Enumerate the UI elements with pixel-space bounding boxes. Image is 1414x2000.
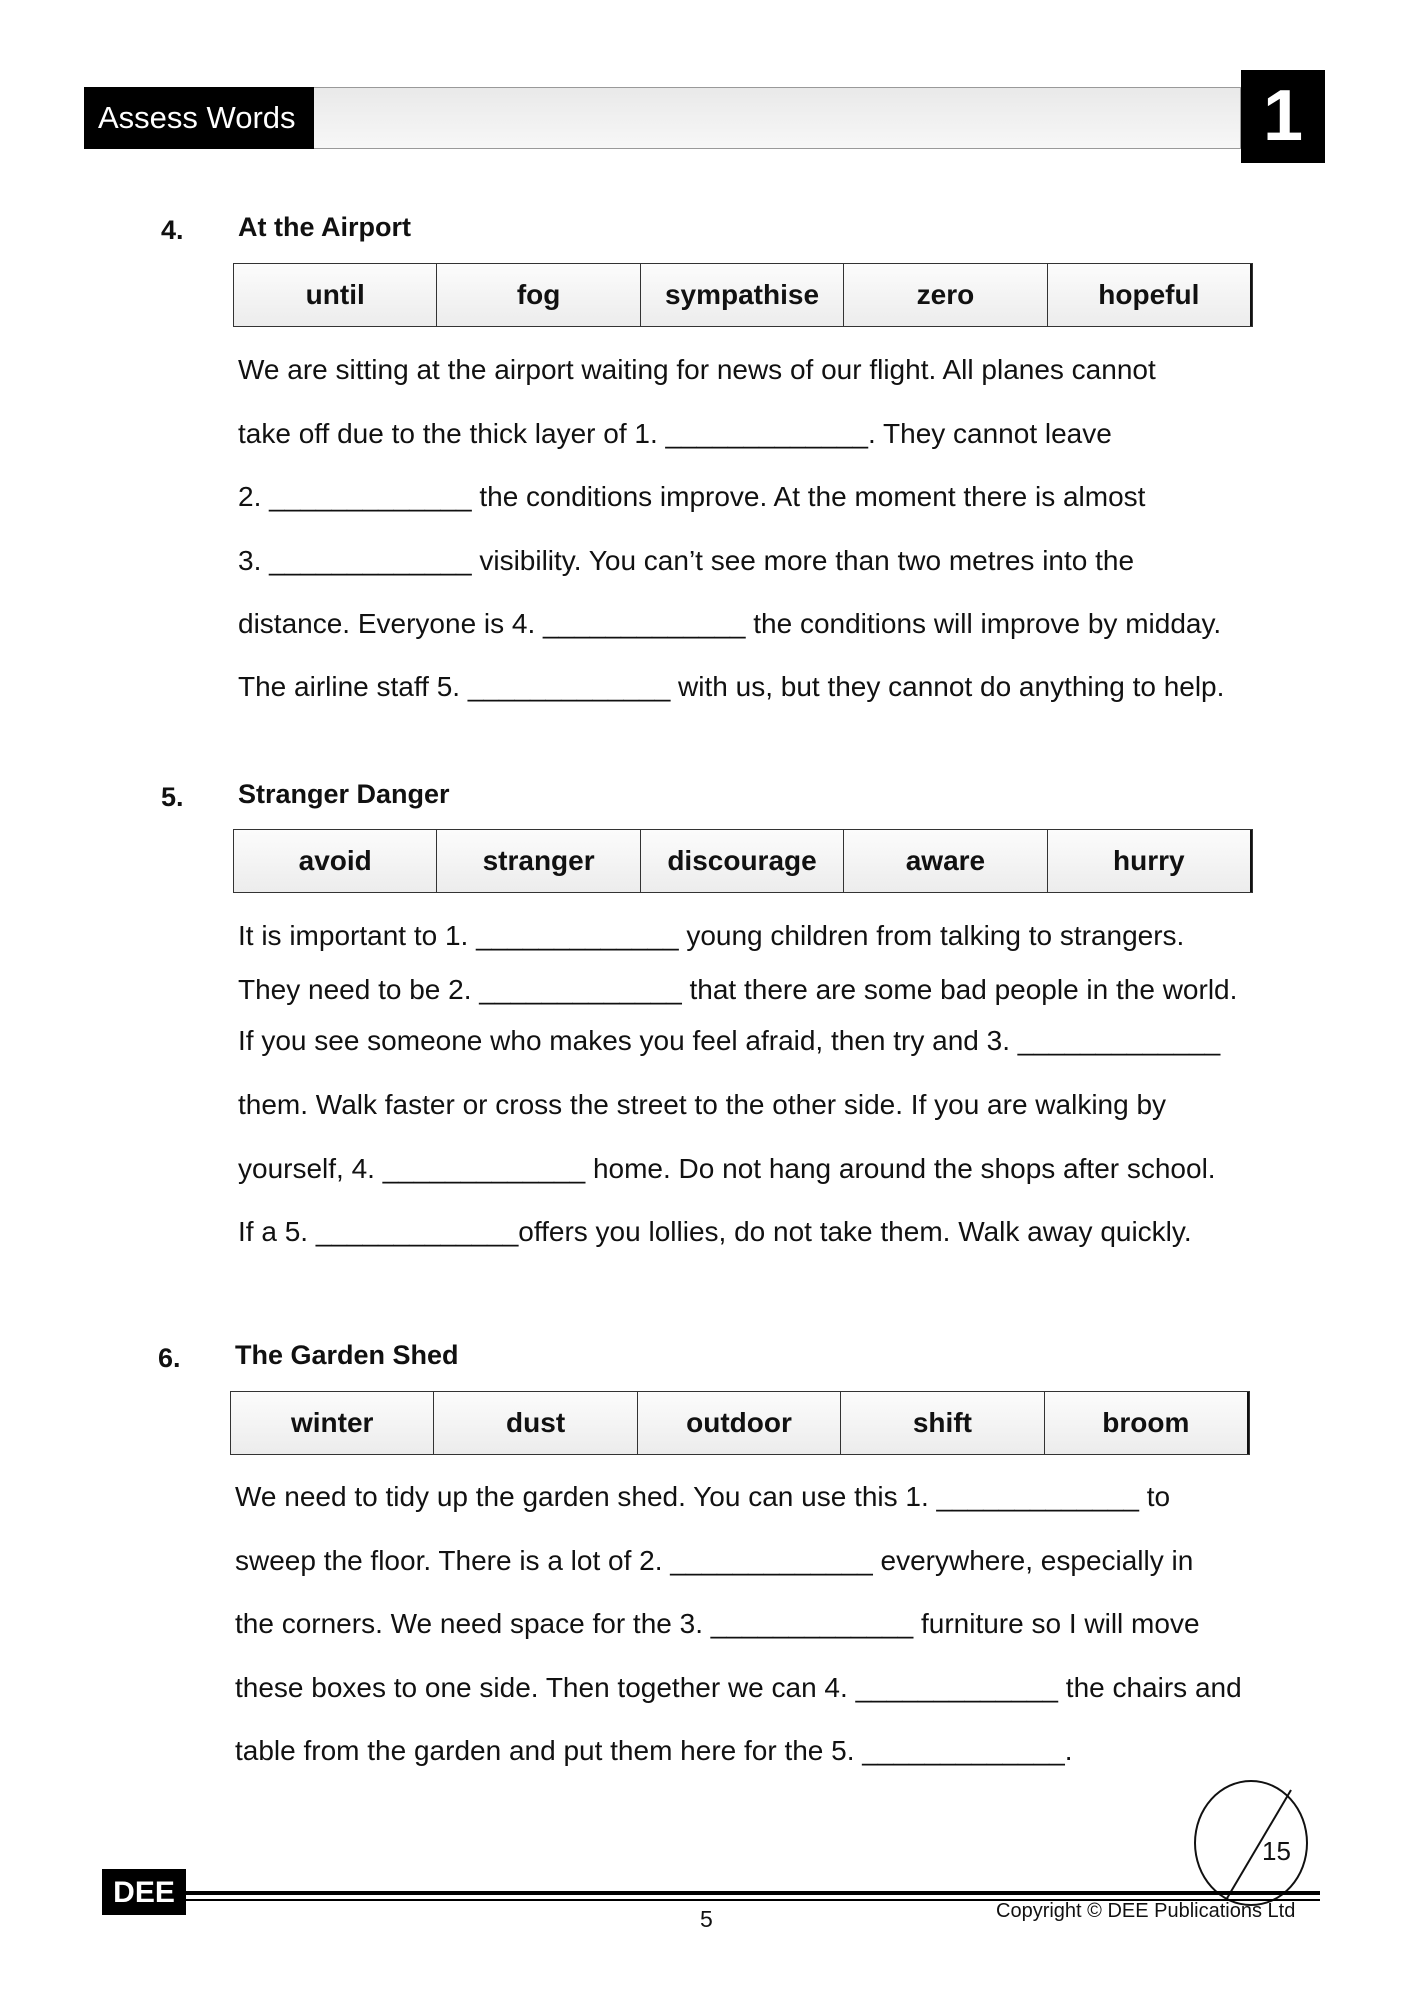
passage-line: the corners. We need space for the 3. _____________ furniture so I will move [235,1608,1200,1639]
passage-line: take off due to the thick layer of 1. _____________. They cannot leave [238,418,1112,449]
score-slash [1196,1782,1310,1908]
passage-line: distance. Everyone is 4. _____________ the conditions will improve by midday. [238,608,1222,639]
unit-number-badge: 1 [1241,70,1325,163]
passage-line: They need to be 2. _____________ that there are some bad people in the world. [238,974,1238,1005]
passage-line: these boxes to one side. Then together we can 4. _____________ the chairs and [235,1672,1242,1703]
word-bank-word: hopeful [1048,264,1252,326]
passage-line: If you see someone who makes you feel afraid, then try and 3. _____________ [238,1025,1221,1056]
word-bank-word: fog [437,264,640,326]
score-circle [1194,1780,1308,1906]
word-bank-word: broom [1045,1392,1249,1454]
word-bank-word: until [234,264,437,326]
word-bank-word: stranger [437,830,640,892]
word-bank-word: sympathise [641,264,844,326]
passage-line: It is important to 1. _____________ young children from talking to strangers. [238,920,1185,951]
section-number: 4. [161,215,184,245]
section-number: 5. [161,782,184,812]
passage-line: 3. _____________ visibility. You can’t see more than two metres into the [238,545,1135,576]
passage-line: yourself, 4. _____________ home. Do not hang around the shops after school. [238,1153,1216,1184]
score-total: 15 [1262,1836,1291,1866]
copyright-notice: Copyright © DEE Publications Ltd [996,1900,1296,1922]
passage-line: sweep the floor. There is a lot of 2. _____________ everywhere, especially in [235,1545,1194,1576]
page-number: 5 [700,1906,713,1932]
footer-rule [184,1891,1320,1895]
word-bank-word: discourage [641,830,844,892]
word-bank-word: dust [434,1392,637,1454]
section-title: The Garden Shed [235,1340,459,1370]
word-bank [230,1391,1250,1455]
passage-line: 2. _____________ the conditions improve. At the moment there is almost [238,481,1146,512]
word-bank-word: hurry [1048,830,1252,892]
word-bank-word: aware [844,830,1047,892]
word-bank [233,829,1253,893]
passage-line: them. Walk faster or cross the street to the other side. If you are walking by [238,1089,1167,1120]
passage-line: We need to tidy up the garden shed. You can use this 1. _____________ to [235,1481,1171,1512]
passage-line: If a 5. _____________offers you lollies, do not take them. Walk away quickly. [238,1216,1192,1247]
word-bank [233,263,1253,327]
section-number: 6. [158,1343,181,1373]
publisher-logo: DEE [102,1869,186,1915]
word-bank-word: zero [844,264,1047,326]
passage-line: The airline staff 5. _____________ with us, but they cannot do anything to help. [238,671,1225,702]
passage-line: table from the garden and put them here for the 5. _____________. [235,1735,1073,1766]
worksheet-title: Assess Words 5 [84,87,314,149]
section-title: At the Airport [238,212,411,242]
word-bank-word: winter [231,1392,434,1454]
section-title: Stranger Danger [238,779,450,809]
word-bank-word: shift [841,1392,1044,1454]
passage-line: We are sitting at the airport waiting for news of our flight. All planes cannot [238,354,1156,385]
word-bank-word: avoid [234,830,437,892]
word-bank-word: outdoor [638,1392,841,1454]
